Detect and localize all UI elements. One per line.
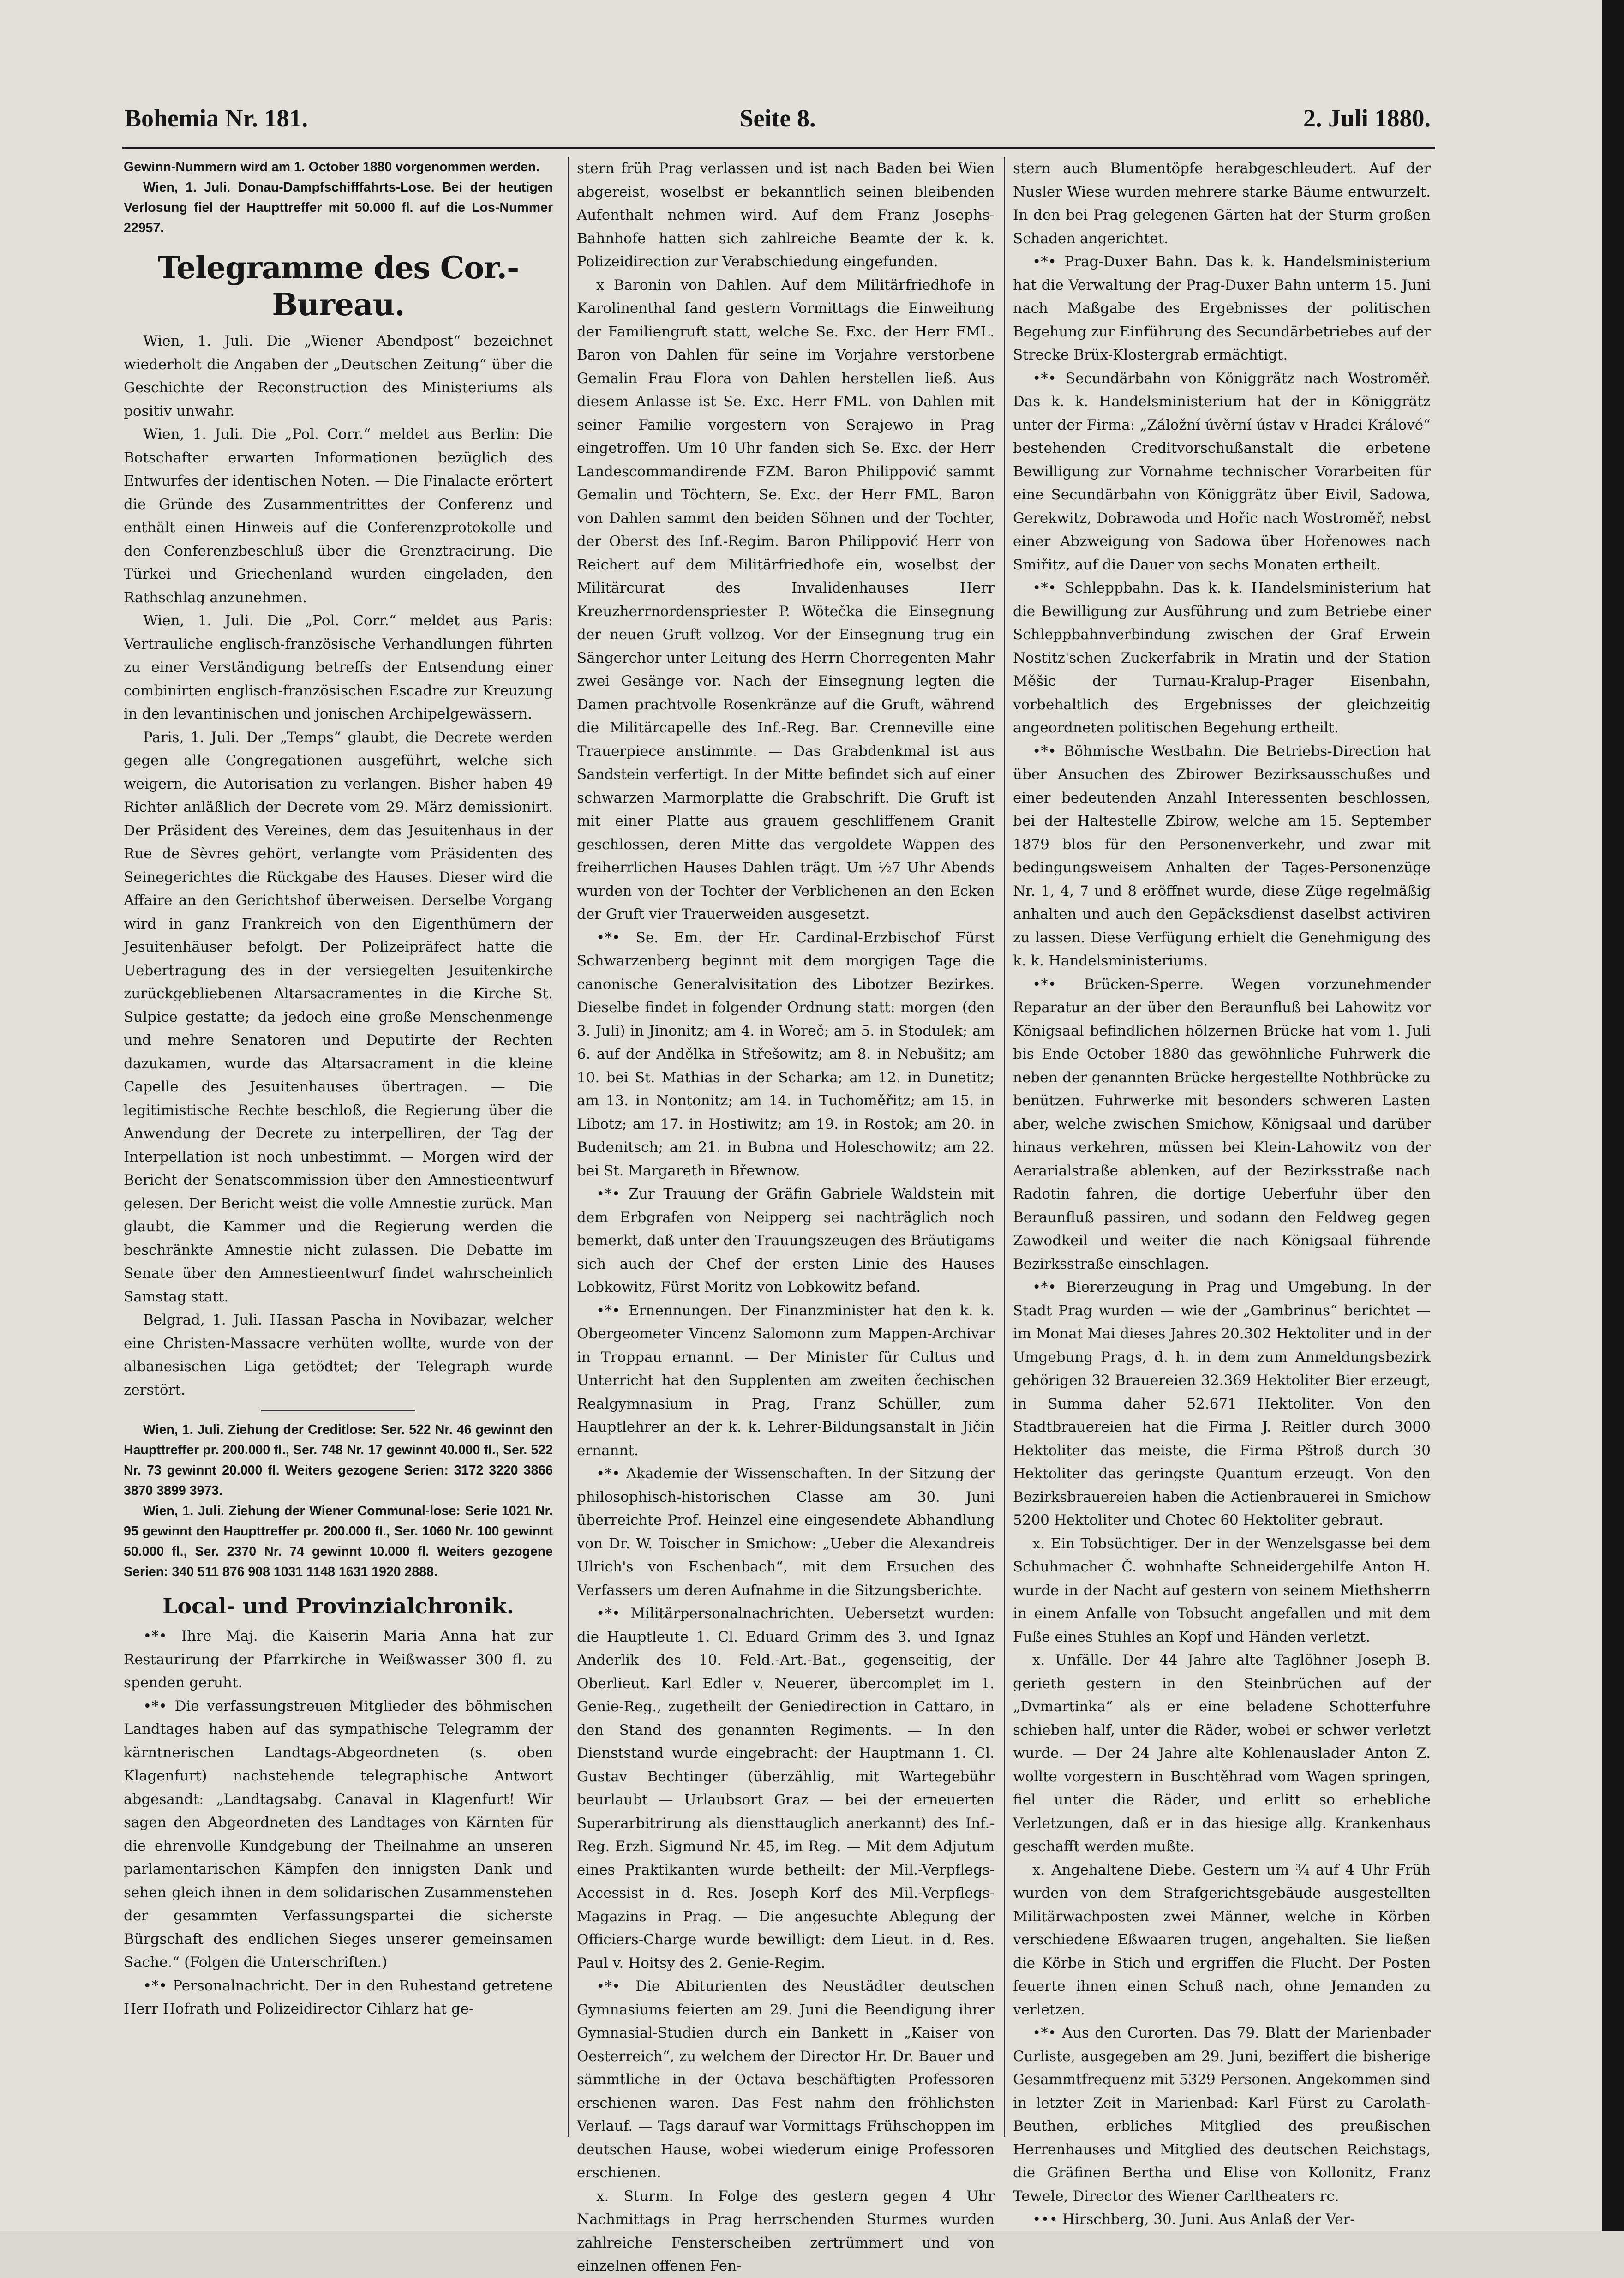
article-ernennungen: •*• Ernennungen. Der Finanzminister hat den k. k. Obergeometer Vincenz Salomonn zum Mappen-Archivar in Troppau ernannt. — Der Minister für Cultus und Unterricht hat den Supplenten am zweiten čechischen Realgymnasium in Prag, Franz Schüller, zum Hauptlehrer an der k. k. Lehrer-Bildungsanstalt in Jičin ernannt. (577, 1302, 995, 1459)
article-secundaerbahn: •*• Secundärbahn von Königgrätz nach Wostroměř. Das k. k. Handelsministerium hat der in Königgrätz unter der Firma: „Záložní úvěrní ústav v Hradci Králové“ bestehenden Creditvorschußanstalt die erbetene Bewilligung zur Vornahme technischer Vorarbeiten für eine Secundärbahn von Königgrätz über Eivil, Sadowa, Gerekwitz, Dobrawoda und Hořic nach Wostroměř, nebst einer Abzweigung von Sadowa über Hořenowes nach Smiřitz, auf die Dauer von sechs Monaten ertheilt. (1013, 370, 1431, 573)
article-curorte: •*• Aus den Curorten. Das 79. Blatt der Marienbader Curliste, ausgegeben am 29. Juni, beziffert die bisherige Gesammtfrequenz mit 5329 Personen. Angekommen sind in letzter Zeit in Marienbad: Karl Fürst zu Carolath-Beuthen, erbliches Mitglied des preußischen Herrenhauses und Mitglied des deutschen Reichstags, die Gräfinen Bertha und Elise von Kollonitz, Franz Tewele, Director des Wiener Carltheaters rc. (1013, 2025, 1431, 2205)
column-1 (124, 157, 553, 2141)
telegram-paris: Paris, 1. Juli. Der „Temps“ glaubt, die Decrete werden gegen alle Congregationen ausgeführt, welche sich weigern, die Autorisation zu verlangen. Bisher haben 49 Richter anläßlich der Decrete vom 29. März demissionirt. Der Präsident des Vereines, dem das Jesuitenhaus in der Rue de Sèvres gehört, verlangte vom Präsidenten des Seinegerichtes die Rückgabe des Hauses. Dieser wird die Affaire an den Gerichtshof überweisen. Derselbe Vorgang wird in ganz Frankreich von den Eigenthümern der Jesuitenhäuser befolgt. Der Polizeipräfect hatte die Uebertragung des in der versiegelten Jesuitenkirche zurückgebliebenen Altarsacramentes in die Kirche St. Sulpice gestatte; da jedoch eine große Menschenmenge und mehre Senatoren und Deputirte der Rechten dazukamen, wurde das Altarsacrament in die kleine Capelle des Jesuitenhauses übertragen. — Die legitimistische Rechte beschloß, die Regierung über die Anwendung der Decrete zu interpelliren, der Tag der Interpellation ist noch unbestimmt. — Morgen wird der Bericht der Senatscommission über den Amnestieentwurf gelesen. Der Bericht weist die volle Amnestie zurück. Man glaubt, die Kammer und die Regierung werden die beschränkte Amnestie nicht zulassen. Die Debatte im Senate über den Amnestieentwurf findet wahrscheinlich Samstag statt. (124, 729, 553, 1305)
article-unfaelle: x. Unfälle. Der 44 Jahre alte Taglöhner Joseph B. gerieth gestern in den Steinbrüchen auf der „Dvmartinka“ als er eine beladene Schotterfuhre schieben half, unter die Räder, wobei er schwer verletzt wurde. — Der 24 Jahre alte Kohlenauslader Anton Z. wollte vorgestern in Buschtěhrad vom Wagen springen, fiel unter die Räder, und erlitt so erhebliche Verletzungen, daß er in das hiesige allg. Krankenhaus geschafft werden mußte. (1013, 1652, 1431, 1855)
article-abiturienten: •*• Die Abiturienten des Neustädter deutschen Gymnasiums feierten am 29. Juni die Beendigung ihrer Gymnasial-Studien durch ein Bankett in „Kaiser von Oesterreich“, zu welchem der Director Hr. Dr. Bauer und sämmtliche in der Octava beschäftigten Professoren erschienen waren. Das Fest nahm den fröhlichsten Verlauf. — Tags darauf war Vormittags Frühschoppen im deutschen Hause, wobei wiederum einige Professoren erschienen. (577, 1978, 995, 2181)
article-schleppbahn: •*• Schleppbahn. Das k. k. Handelsministerium hat die Bewilligung zur Ausführung und zum Betriebe einer Schleppbahnverbindung zwischen der Graf Erwein Nostitz'schen Zuckerfabrik in Mratin und der Station Měšic der Turnau-Kralup-Prager Eisenbahn, vorbehaltlich des Ergebnisses der gleichzeitig angeordneten politischen Begehung ertheilt. (1013, 580, 1431, 736)
article-cardinal: •*• Se. Em. der Hr. Cardinal-Erzbischof Fürst Schwarzenberg beginnt mit dem morgigen Tage die canonische Generalvisitation des Libotzer Bezirkes. Dieselbe findet in folgender Ordnung statt: morgen (den 3. Juli) in Jinonitz; am 4. in Woreč; am 5. in Stodulek; am 6. auf der Andělka in Střešowitz; am 8. in Nebušitz; am 10. bei St. Mathias in der Scharka; am 12. in Dunetitz; am 13. in Nontonitz; am 14. in Tuchoměřitz; am 15. in Libotz; am 17. in Hostiwitz; am 19. in Rostok; am 20. in Budenitsch; am 21. in Bubna und Holeschowitz; am 22. bei St. Margareth in Břewnow. (577, 929, 995, 1179)
article-prag-duxer-bahn: •*• Prag-Duxer Bahn. Das k. k. Handelsministerium hat die Verwaltung der Prag-Duxer Bahn unterm 15. Juni nach Maßgabe des Ergebnisses der politischen Begehung zur Einführung des Secundärbetriebes auf der Strecke Brüx-Klostergrab ermächtigt. (1013, 253, 1431, 363)
telegram-vienna-1: Wien, 1. Juli. Die „Wiener Abendpost“ bezeichnet wiederholt die Angaben der „Deutschen Zeitung“ über die Geschichte der Reconstruction des Ministeriums als positiv unwahr. (124, 333, 553, 420)
local-item-empress: •*• Ihre Maj. die Kaiserin Maria Anna hat zur Restaurirung der Pfarrkirche in Weißwasser 300 fl. zu spenden geruht. (124, 1628, 553, 1691)
local-item-personal: •*• Personalnachricht. Der in den Ruhestand getretene Herr Hofrath und Polizeidirector Cihlarz hat ge- (124, 1977, 553, 2017)
column-rule-1 (568, 157, 569, 2137)
column-rule-2 (1004, 157, 1005, 2137)
article-tobsuechtiger: x. Ein Tobsüchtiger. Der in der Wenzelsgasse bei dem Schuhmacher Č. wohnhafte Schneidergehilfe Anton H. wurde in der Nacht auf gestern von seinem Miethsherrn in einem Anfalle von Tobsucht angefallen und mit dem Fuße eines Stuhles an Kopf und Händen verletzt. (1013, 1535, 1431, 1645)
communal-lottery: Wien, 1. Juli. Ziehung der Wiener Communal-lose: Serie 1021 Nr. 95 gewinnt den Haupttreffer pr. 200.000 fl., Ser. 1060 Nr. 100 gewinnt 50.000 fl., Ser. 2370 Nr. 74 gewinnt 10.000 fl. Weiters gezogene Serien: 340 511 876 908 1031 1148 1631 1920 2888. (124, 1504, 553, 1579)
article-continuation: stern früh Prag verlassen und ist nach Baden bei Wien abgereist, woselbst er bekanntlich seinen bleibenden Aufenthalt nehmen wird. Auf dem Franz Josephs-Bahnhofe hatten sich zahlreiche Beamte der k. k. Polizeidirection zur Verabschiedung eingefunden. (577, 160, 995, 270)
column-3 (1013, 157, 1431, 2228)
credit-lottery: Wien, 1. Juli. Ziehung der Creditlose: Ser. 522 Nr. 46 gewinnt den Haupttreffer pr. 200.000 fl., Ser. 748 Nr. 17 gewinnt 40.000 fl., Ser. 522 Nr. 73 gewinnt 20.000 fl. Weiters gezogene Serien: 3172 3220 3866 3870 3899 3973. (124, 1422, 553, 1498)
header-page: Seite 8. (739, 104, 816, 132)
article-diebe: x. Angehaltene Diebe. Gestern um ¾ auf 4 Uhr Früh wurden von dem Strafgerichtsgebäude ausgestellten Militärwachposten zwei Männer, welche in Körben verschiedene Eßwaaren trugen, angehalten. Sie ließen die Körbe in Stich und ergriffen die Flucht. Der Posten feuerte ihnen einen Schuß nach, ohne Jemanden zu verletzen. (1013, 1861, 1431, 2018)
article-westbahn: •*• Böhmische Westbahn. Die Betriebs-Direction hat über Ansuchen des Zbirower Bezirksausschußes und einer bedeutenden Anzahl Interessenten beschlossen, bei der Haltestelle Zbirow, welche am 15. September 1879 blos für den Personenverkehr, und zwar mit bedingungsweisem Anhalten der Tages-Personenzüge Nr. 1, 4, 7 und 8 eröffnet wurde, diese Züge regelmäßig anhalten und auch den Gepäcksdienst daselbst activiren zu lassen. Diese Verfügung erhielt die Genehmigung des k. k. Handelsministeriums. (1013, 743, 1431, 969)
telegram-vienna-berlin: Wien, 1. Juli. Die „Pol. Corr.“ meldet aus Berlin: Die Botschafter erwarten Informationen bezüglich des Entwurfes der identischen Noten. — Die Finalacte erörtert die Gründe des Zusammentrittes der Conferenz und enthält einen Hinweis auf die Conferenzprotokolle und den Conferenzbeschluß über die Grenztracirung. Die Türkei und Griechenland wurden eingeladen, den Rathschlag anzunehmen. (124, 426, 553, 606)
local-section-title: Local- und Provinzialchronik. (162, 1594, 514, 1619)
section-separator (261, 1410, 416, 1411)
article-sturm: x. Sturm. In Folge des gestern gegen 4 Uhr Nachmittags in Prag herrschenden Sturmes wurden zahlreiche Fensterscheiben zertrümmert und von einzelnen offenen Fen- (577, 2188, 995, 2274)
article-military-personnel: •*• Militärpersonalnachrichten. Uebersetzt wurden: die Hauptleute 1. Cl. Eduard Grimm des 3. und Ignaz Anderlik des 10. Feld.-Art.-Bat., gegenseitig, der Oberlieut. Karl Edler v. Neuerer, übercomplet im 1. Genie-Reg., zugetheilt der Geniedirection in Cattaro, in den Stand des genannten Regiments. — In den Dienststand wurde eingebracht: der Hauptmann 1. Cl. Gustav Bechtinger (überzählig, mit Wartegebühr beurlaubt — Urlaubsort Graz — bei der erneuerten Superarbitrirung als diensttauglich anerkannt) des Inf.-Reg. Erzh. Sigmund Nr. 45, im Reg. — Mit dem Adjutum eines Praktikanten wurde betheilt: der Mil.-Verpflegs-Accessist in d. Res. Joseph Korf des Mil.-Verpflegs-Magazins in Prag. — Die angesuchte Ablegung der Officiers-Charge wurde bewilligt: dem Lieut. in d. Res. Paul v. Hoitsy des 2. Genie-Regim. (577, 1605, 995, 1972)
article-trauung: •*• Zur Trauung der Gräfin Gabriele Waldstein mit dem Erbgrafen von Neipperg sei nachträglich noch bemerkt, daß unter den Trauungszeugen des Bräutigams sich auch der Chef der ersten Linie des Hauses Lobkowitz, Fürst Moritz von Lobkowitz befand. (577, 1186, 995, 1295)
header-rule (122, 147, 1435, 149)
telegram-vienna-paris: Wien, 1. Juli. Die „Pol. Corr.“ meldet aus Paris: Vertrauliche englisch-französische Verhandlungen führten zu einer Verständigung betreffs der Entsendung einer combinirten englisch-französischen Escadre zur Kreuzung in den levantinischen und jonischen Archipelgewässern. (124, 612, 553, 722)
telegram-section-title: Telegramme des Cor.-Bureau. (157, 250, 519, 323)
header-date: 2. Juli 1880. (1303, 104, 1431, 132)
header-issue: Bohemia Nr. 181. (125, 104, 308, 132)
local-item-landtag: •*• Die verfassungstreuen Mitglieder des böhmischen Landtages haben auf das sympathische Telegramm der kärntnerischen Landtags-Abgeordneten (s. oben Klagenfurt) nachstehende telegraphische Antwort abgesandt: „Landtagsabg. Canaval in Klagenfurt! Wir sagen den Abgeordneten des Landtages von Kärnten für die ehrenvolle Kundgebung der Theilnahme an unseren parlamentarischen Kämpfen den innigsten Dank und sehen gleich ihnen in dem solidarischen Zusammenstehen der gesammten Verfassungspartei die sicherste Bürgschaft des endlichen Sieges unserer gemeinsamen Sache.“ (Folgen die Unterschriften.) (124, 1697, 553, 1971)
article-continuation-sturm: stern auch Blumentöpfe herabgeschleudert. Auf der Nusler Wiese wurden mehrere starke Bäume entwurzelt. In den bei Prag gelegenen Gärten hat der Sturm großen Schaden angerichtet. (1013, 160, 1431, 247)
article-baronin-dahlen: x Baronin von Dahlen. Auf dem Militärfriedhofe in Karolinenthal fand gestern Vormittags die Einweihung der Familiengruft statt, welche Se. Exc. der Herr FML. Baron von Dahlen für seine im Vorjahre verstorbene Gemalin Frau Flora von Dahlen herstellen ließ. Aus diesem Anlasse ist Se. Exc. Herr FML. von Dahlen mit seiner Familie vorgestern von Serajewo in Prag eingetroffen. Um 10 Uhr fanden sich Se. Exc. der Herr Landescommandirende FZM. Baron Philippović sammt Gemalin und Töchtern, Se. Exc. der Herr FML. Baron von Dahlen sammt den beiden Söhnen und der Tochter, der Oberst des Inf.-Regim. Baron Philippović Herr von Reichert auf dem Militärfriedhofe ein, woselbst der Militärcurat des Invalidenhauses Herr Kreuzherrnordenspriester P. Wötečka die Einsegnung der neuen Gruft vollzog. Vor der Einsegnung trug ein Sängerchor unter Leitung des Herrn Chorregenten Mahr zwei Gesänge vor. Nach der Einsegnung legten die Damen prachtvolle Rosenkränze auf die Gruft, während die Militärcapelle des Inf.-Reg. Bar. Crenneville eine Trauerpiece anstimmte. — Das Grabdenkmal ist aus Sandstein verfertigt. In der Mitte befindet sich auf einer schwarzen Marmorplatte die Grabschrift. Die Gruft ist mit einer Platte aus grauem geschliffenem Granit geschlossen, deren Mitte das vergoldete Wappen des freiherrlichen Hauses Dahlen trägt. Um ½7 Uhr Abends wurden von der Tochter der Verblichenen an den Ecken der Gruft vier Trauerweiden ausgesetzt. (577, 276, 995, 923)
lottery-intro: Gewinn-Nummern wird am 1. October 1880 vorgenommen werden. (124, 160, 540, 174)
column-2 (577, 157, 995, 2274)
article-akademie: •*• Akademie der Wissenschaften. In der Sitzung der philosophisch-historischen Classe am 30. Juni überreichte Prof. Heinzel eine eingesendete Abhandlung von Dr. W. Toischer in Smichow: „Ueber die Alexandreis Ulrich's von Eschenbach“, mit dem Ersuchen des Verfassers um deren Aufnahme in die Sitzungsberichte. (577, 1465, 995, 1599)
binding-edge (1602, 0, 1624, 2231)
telegram-belgrade: Belgrad, 1. Juli. Hassan Pascha in Novibazar, welcher eine Christen-Massacre verhüten wollte, wurde von der albanesischen Liga getödtet; der Telegraph wurde zerstört. (124, 1312, 553, 1398)
article-hirschberg: ••• Hirschberg, 30. Juni. Aus Anlaß der Ver- (1032, 2211, 1355, 2228)
page-header (125, 104, 1431, 145)
article-biererzeugung: •*• Biererzeugung in Prag und Umgebung. In der Stadt Prag wurden — wie der „Gambrinus“ berichtet — im Monat Mai dieses Jahres 20.302 Hektoliter und in der Umgebung Prags, d. h. in dem zum Anmeldungsbezirk gehörigen 32 Brauereien 32.369 Hektoliter Bier erzeugt, in Summa daher 52.671 Hektoliter. Von den Stadtbrauereien hat die Firma J. Reitler durch 3000 Hektoliter das meiste, die Firma Pštroß durch 30 Hektoliter das geringste Quantum erzeugt. Von den Bezirksbrauereien haben die Actienbrauerei in Smichow 5200 Hektoliter und Chotec 60 Hektoliter gebraut. (1013, 1279, 1431, 1529)
article-bruecken-sperre: •*• Brücken-Sperre. Wegen vorzunehmender Reparatur an der über den Beraunfluß bei Lahowitz vor Königsaal befindlichen hölzernen Brücke hat vom 1. Juli bis Ende October 1880 das gewöhnliche Fuhrwerk die neben der genannten Brücke hergestellte Nothbrücke zu benützen. Fuhrwerke mit besonders schweren Lasten aber, welche zwischen Smichow, Königsaal und darüber hinaus verkehren, müssen bei Klein-Lahowitz von der Aerarialstraße ablenken, auf der Bezirksstraße nach Radotin fahren, die dortige Ueberfuhr über den Beraunfluß passiren, und sodann den Feldweg gegen Zawodkeil und weiter die nach Königsaal führende Bezirksstraße einschlagen. (1013, 976, 1431, 1272)
donau-lottery: Wien, 1. Juli. Donau-Dampfschifffahrts-Lose. Bei der heutigen Verlosung fiel der Haupttreffer mit 50.000 fl. auf die Los-Nummer 22957. (124, 180, 553, 235)
